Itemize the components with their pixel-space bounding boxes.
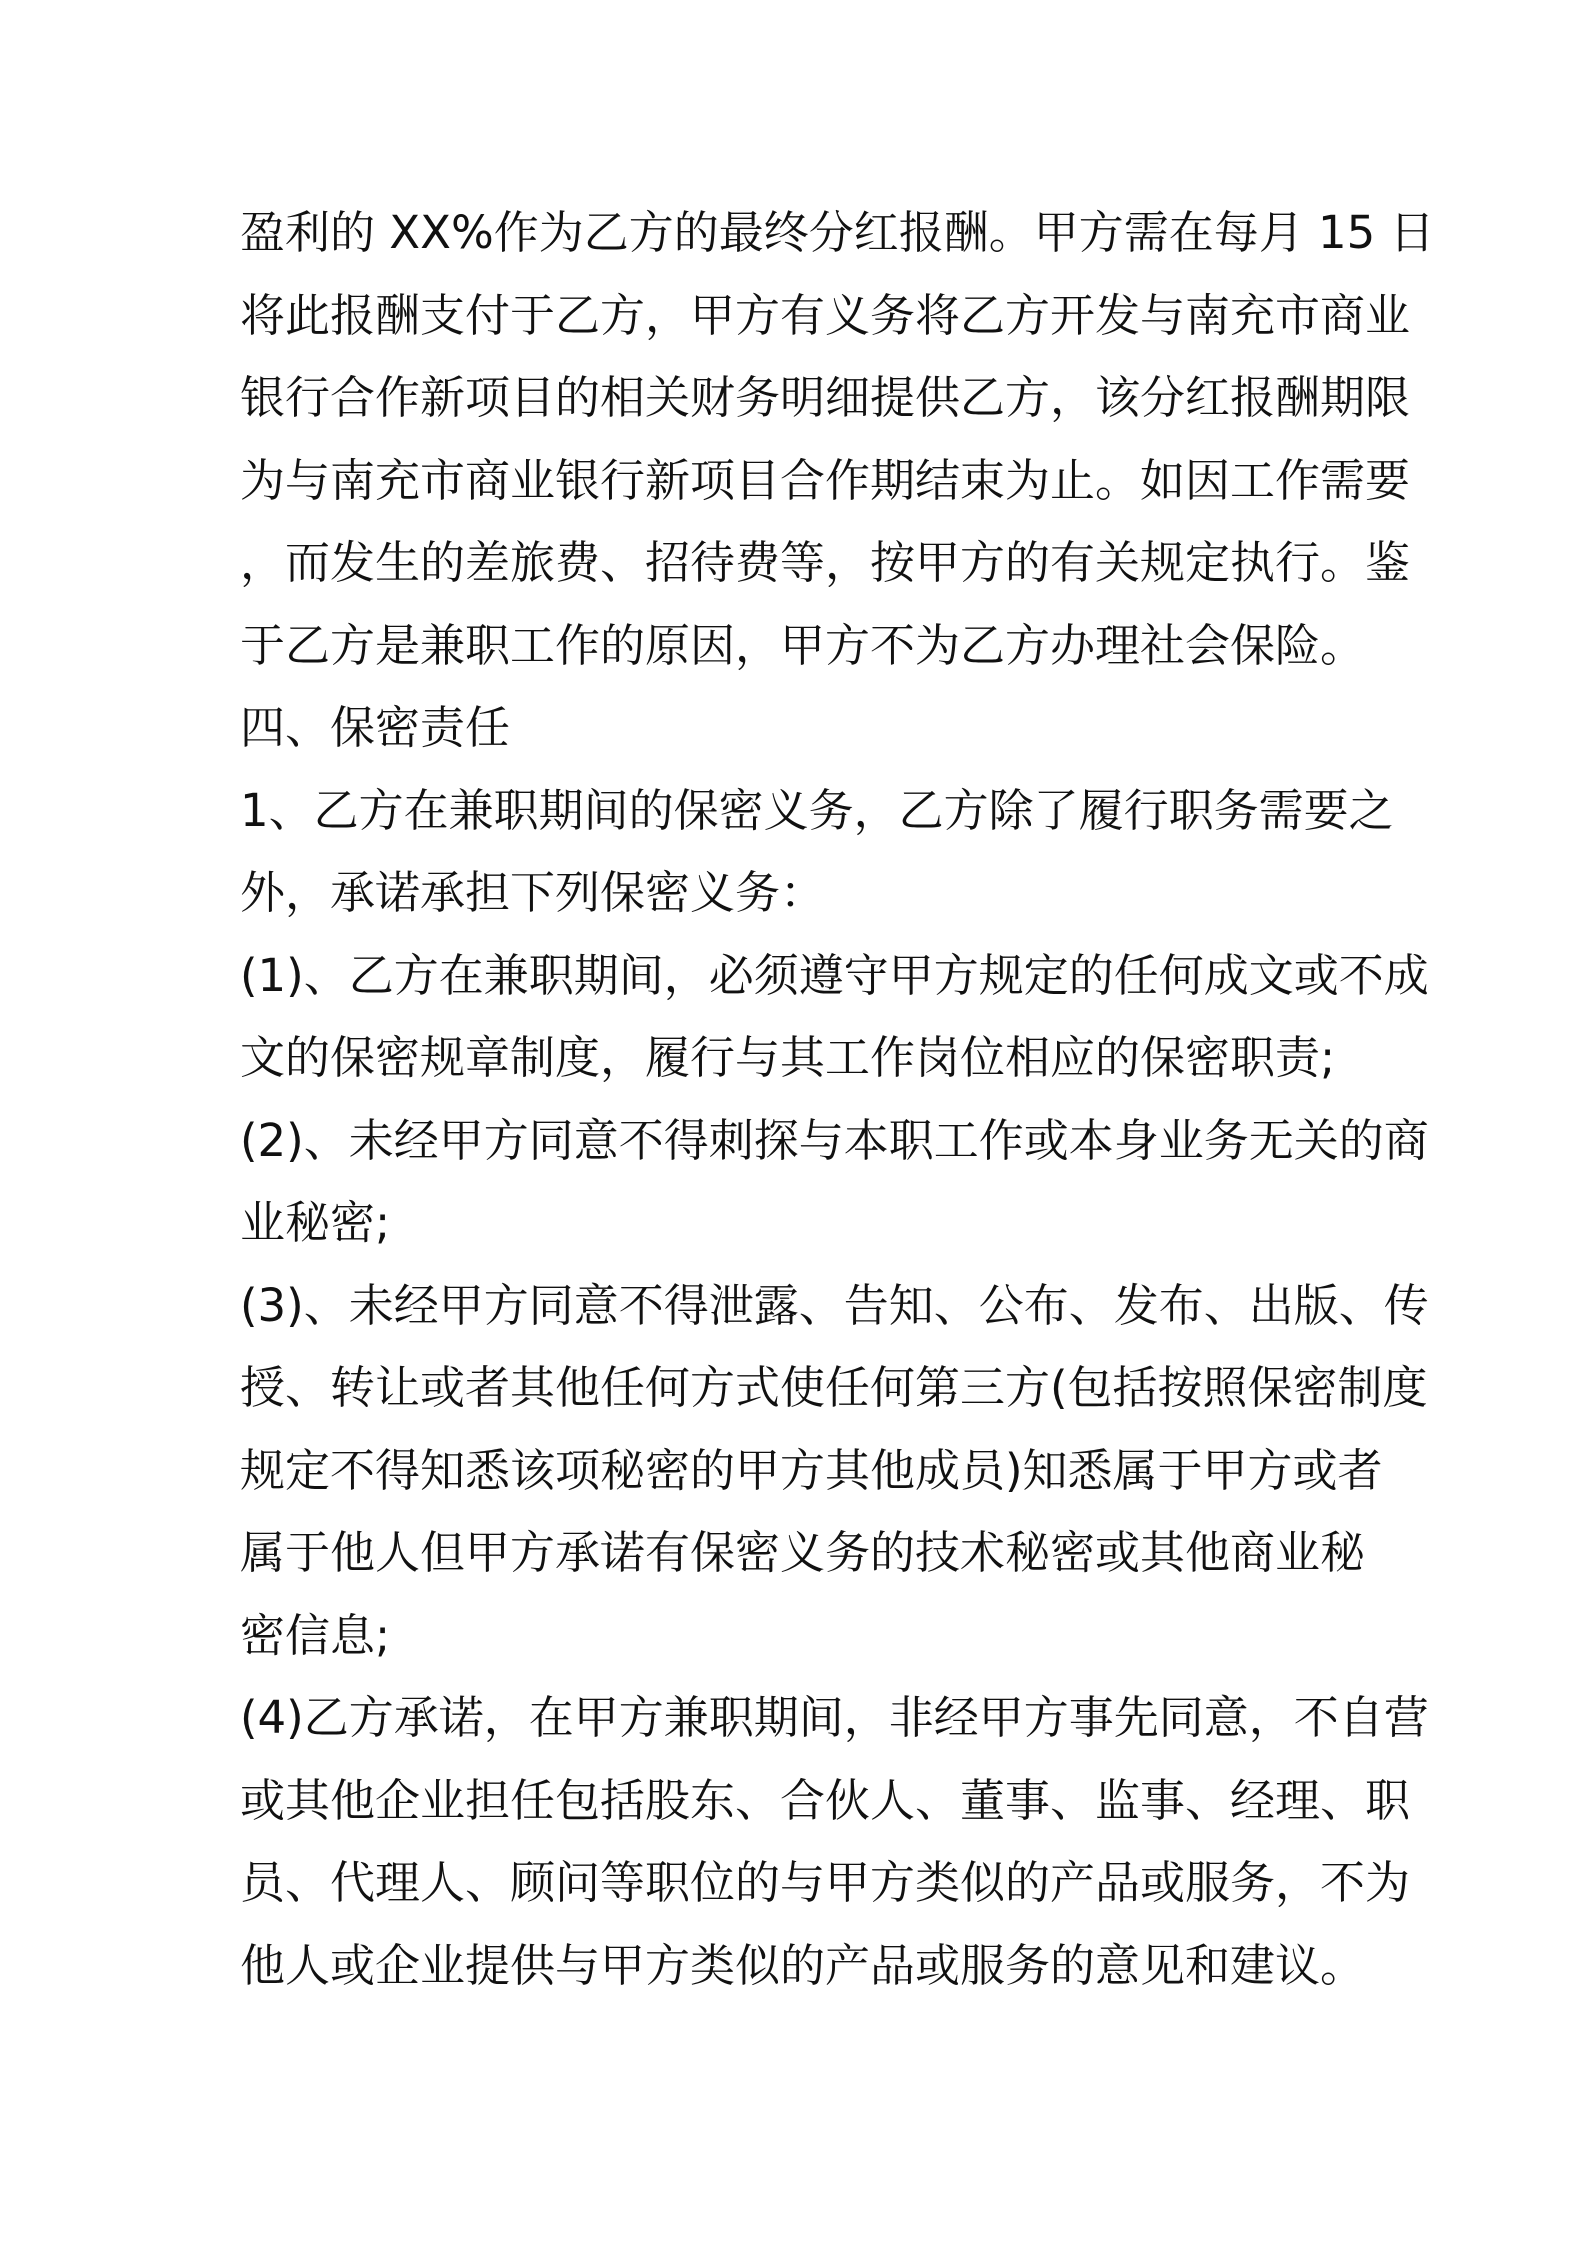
paragraph-line: 盈利的 XX%作为乙方的最终分红报酬。甲方需在每月 15 日 [240, 206, 1435, 259]
list-item-line: (4)乙方承诺，在甲方兼职期间，非经甲方事先同意，不自营 [240, 1691, 1429, 1744]
list-item-line: 密信息; [240, 1608, 391, 1662]
paragraph-line: 银行合作新项目的相关财务明细提供乙方，该分红报酬期限 [240, 371, 1411, 424]
section-heading: 四、保密责任 [240, 701, 511, 754]
paragraph-line: 为与南充市商业银行新项目合作期结束为止。如因工作需要 [240, 453, 1411, 507]
list-item-line: 或其他企业担任包括股东、合伙人、董事、监事、经理、职 [240, 1773, 1411, 1827]
paragraph-line: 将此报酬支付于乙方，甲方有义务将乙方开发与南充市商业 [240, 288, 1411, 342]
list-item-line: 规定不得知悉该项秘密的甲方其他成员)知悉属于甲方或者 [240, 1443, 1383, 1497]
list-item-line: 文的保密规章制度，履行与其工作岗位相应的保密职责; [240, 1031, 1336, 1084]
paragraph-line: 外，承诺承担下列保密义务： [240, 866, 826, 919]
list-item-line: 授、转让或者其他任何方式使任何第三方(包括按照保密制度 [240, 1361, 1428, 1414]
paragraph-line: ，而发生的差旅费、招待费等，按甲方的有关规定执行。鉴 [240, 536, 1411, 589]
list-item-line: (2)、未经甲方同意不得刺探与本职工作或本身业务无关的商 [240, 1113, 1429, 1167]
list-item-line: 属于他人但甲方承诺有保密义务的技术秘密或其他商业秘 [240, 1526, 1366, 1579]
document-body [240, 192, 1435, 2007]
paragraph-line: 于乙方是兼职工作的原因，甲方不为乙方办理社会保险。 [240, 618, 1366, 672]
list-item-line: 业秘密; [240, 1196, 391, 1249]
list-item-line: (3)、未经甲方同意不得泄露、告知、公布、发布、出版、传 [240, 1278, 1429, 1332]
paragraph-line: 1、乙方在兼职期间的保密义务，乙方除了履行职务需要之 [240, 783, 1394, 837]
list-item-line: 他人或企业提供与甲方类似的产品或服务的意见和建议。 [240, 1938, 1366, 1992]
list-item-line: 员、代理人、顾问等职位的与甲方类似的产品或服务，不为 [240, 1856, 1411, 1909]
list-item-line: (1)、乙方在兼职期间，必须遵守甲方规定的任何成文或不成 [240, 948, 1429, 1002]
